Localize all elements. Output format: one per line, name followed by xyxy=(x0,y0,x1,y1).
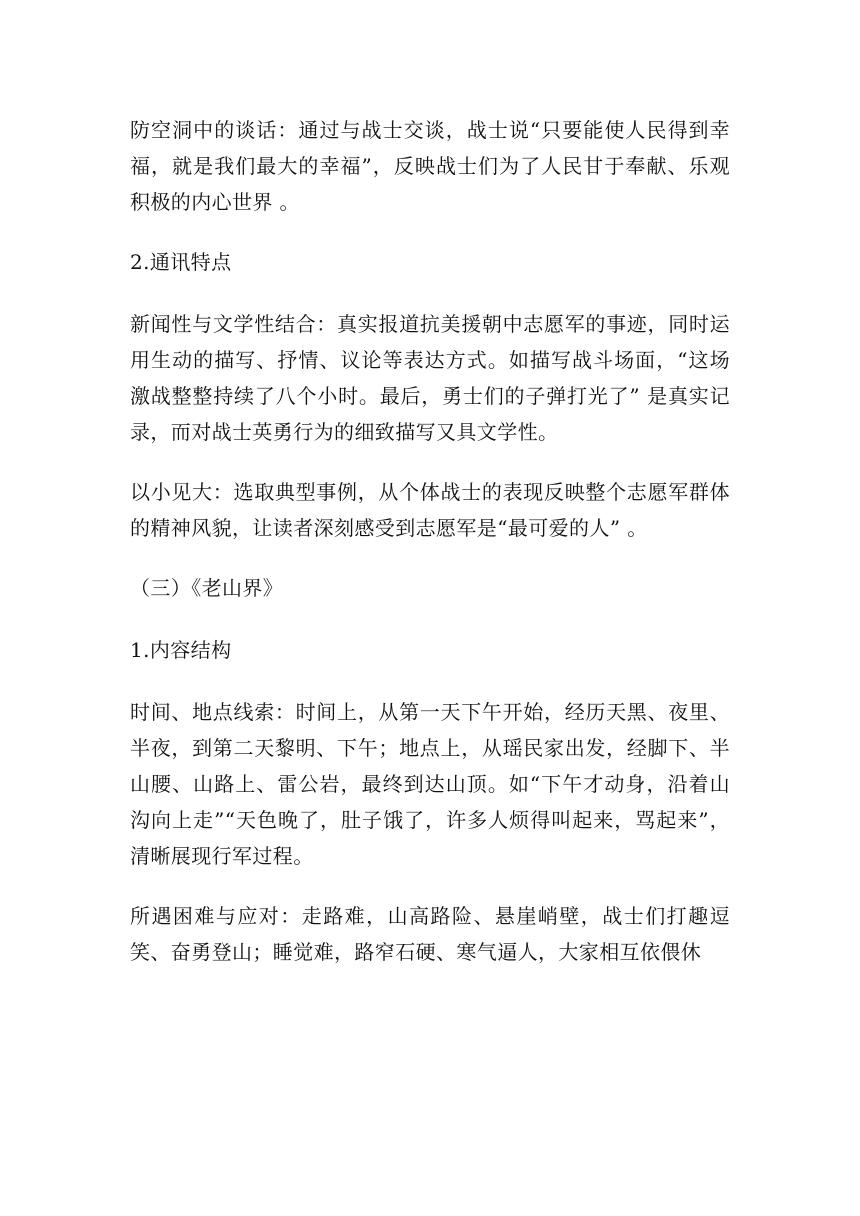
paragraph-difficulties-responses: 所遇困难与应对：走路难，山高路险、悬崖峭壁，战士们打趣逗笑、奋勇登山；睡觉难，路窄石硬、寒气逼人，大家相互依偎休 xyxy=(130,904,730,964)
section-heading-laoshanjie: （三）《老山界》 xyxy=(130,576,284,600)
paragraph-air-raid-shelter-talk: 防空洞中的谈话：通过与战士交谈，战士说“只要能使人民得到幸福，就是我们最大的幸福”，反映战士们为了人民甘于奉献、乐观积极的内心世界 。 xyxy=(130,118,730,214)
section-heading-content-structure: 1.内容结构 xyxy=(130,638,232,662)
paragraph-time-place-clues: 时间、地点线索：时间上，从第一天下午开始，经历天黑、夜里、半夜，到第二天黎明、下午；地点上，从瑶民家出发，经脚下、半山腰、山路上、雷公岩，最终到达山顶。如“下午才动身，沿着山沟向上走”“天色晚了，肚子饿了，许多人烦得叫起来，骂起来”，清晰展现行军过程。 xyxy=(130,700,730,868)
section-heading-news-features: 2.通讯特点 xyxy=(130,250,232,274)
paragraph-news-literary-combination: 新闻性与文学性结合：真实报道抗美援朝中志愿军的事迹，同时运用生动的描写、抒情、议论等表达方式。如描写战斗场面，“这场激战整整持续了八个小时。最后，勇士们的子弹打光了” 是真实记录，而对战士英勇行为的细致描写又具文学性。 xyxy=(130,312,730,444)
paragraph-small-to-large: 以小见大：选取典型事例，从个体战士的表现反映整个志愿军群体的精神风貌，让读者深刻感受到志愿军是“最可爱的人” 。 xyxy=(130,480,730,540)
document-page xyxy=(130,112,730,994)
